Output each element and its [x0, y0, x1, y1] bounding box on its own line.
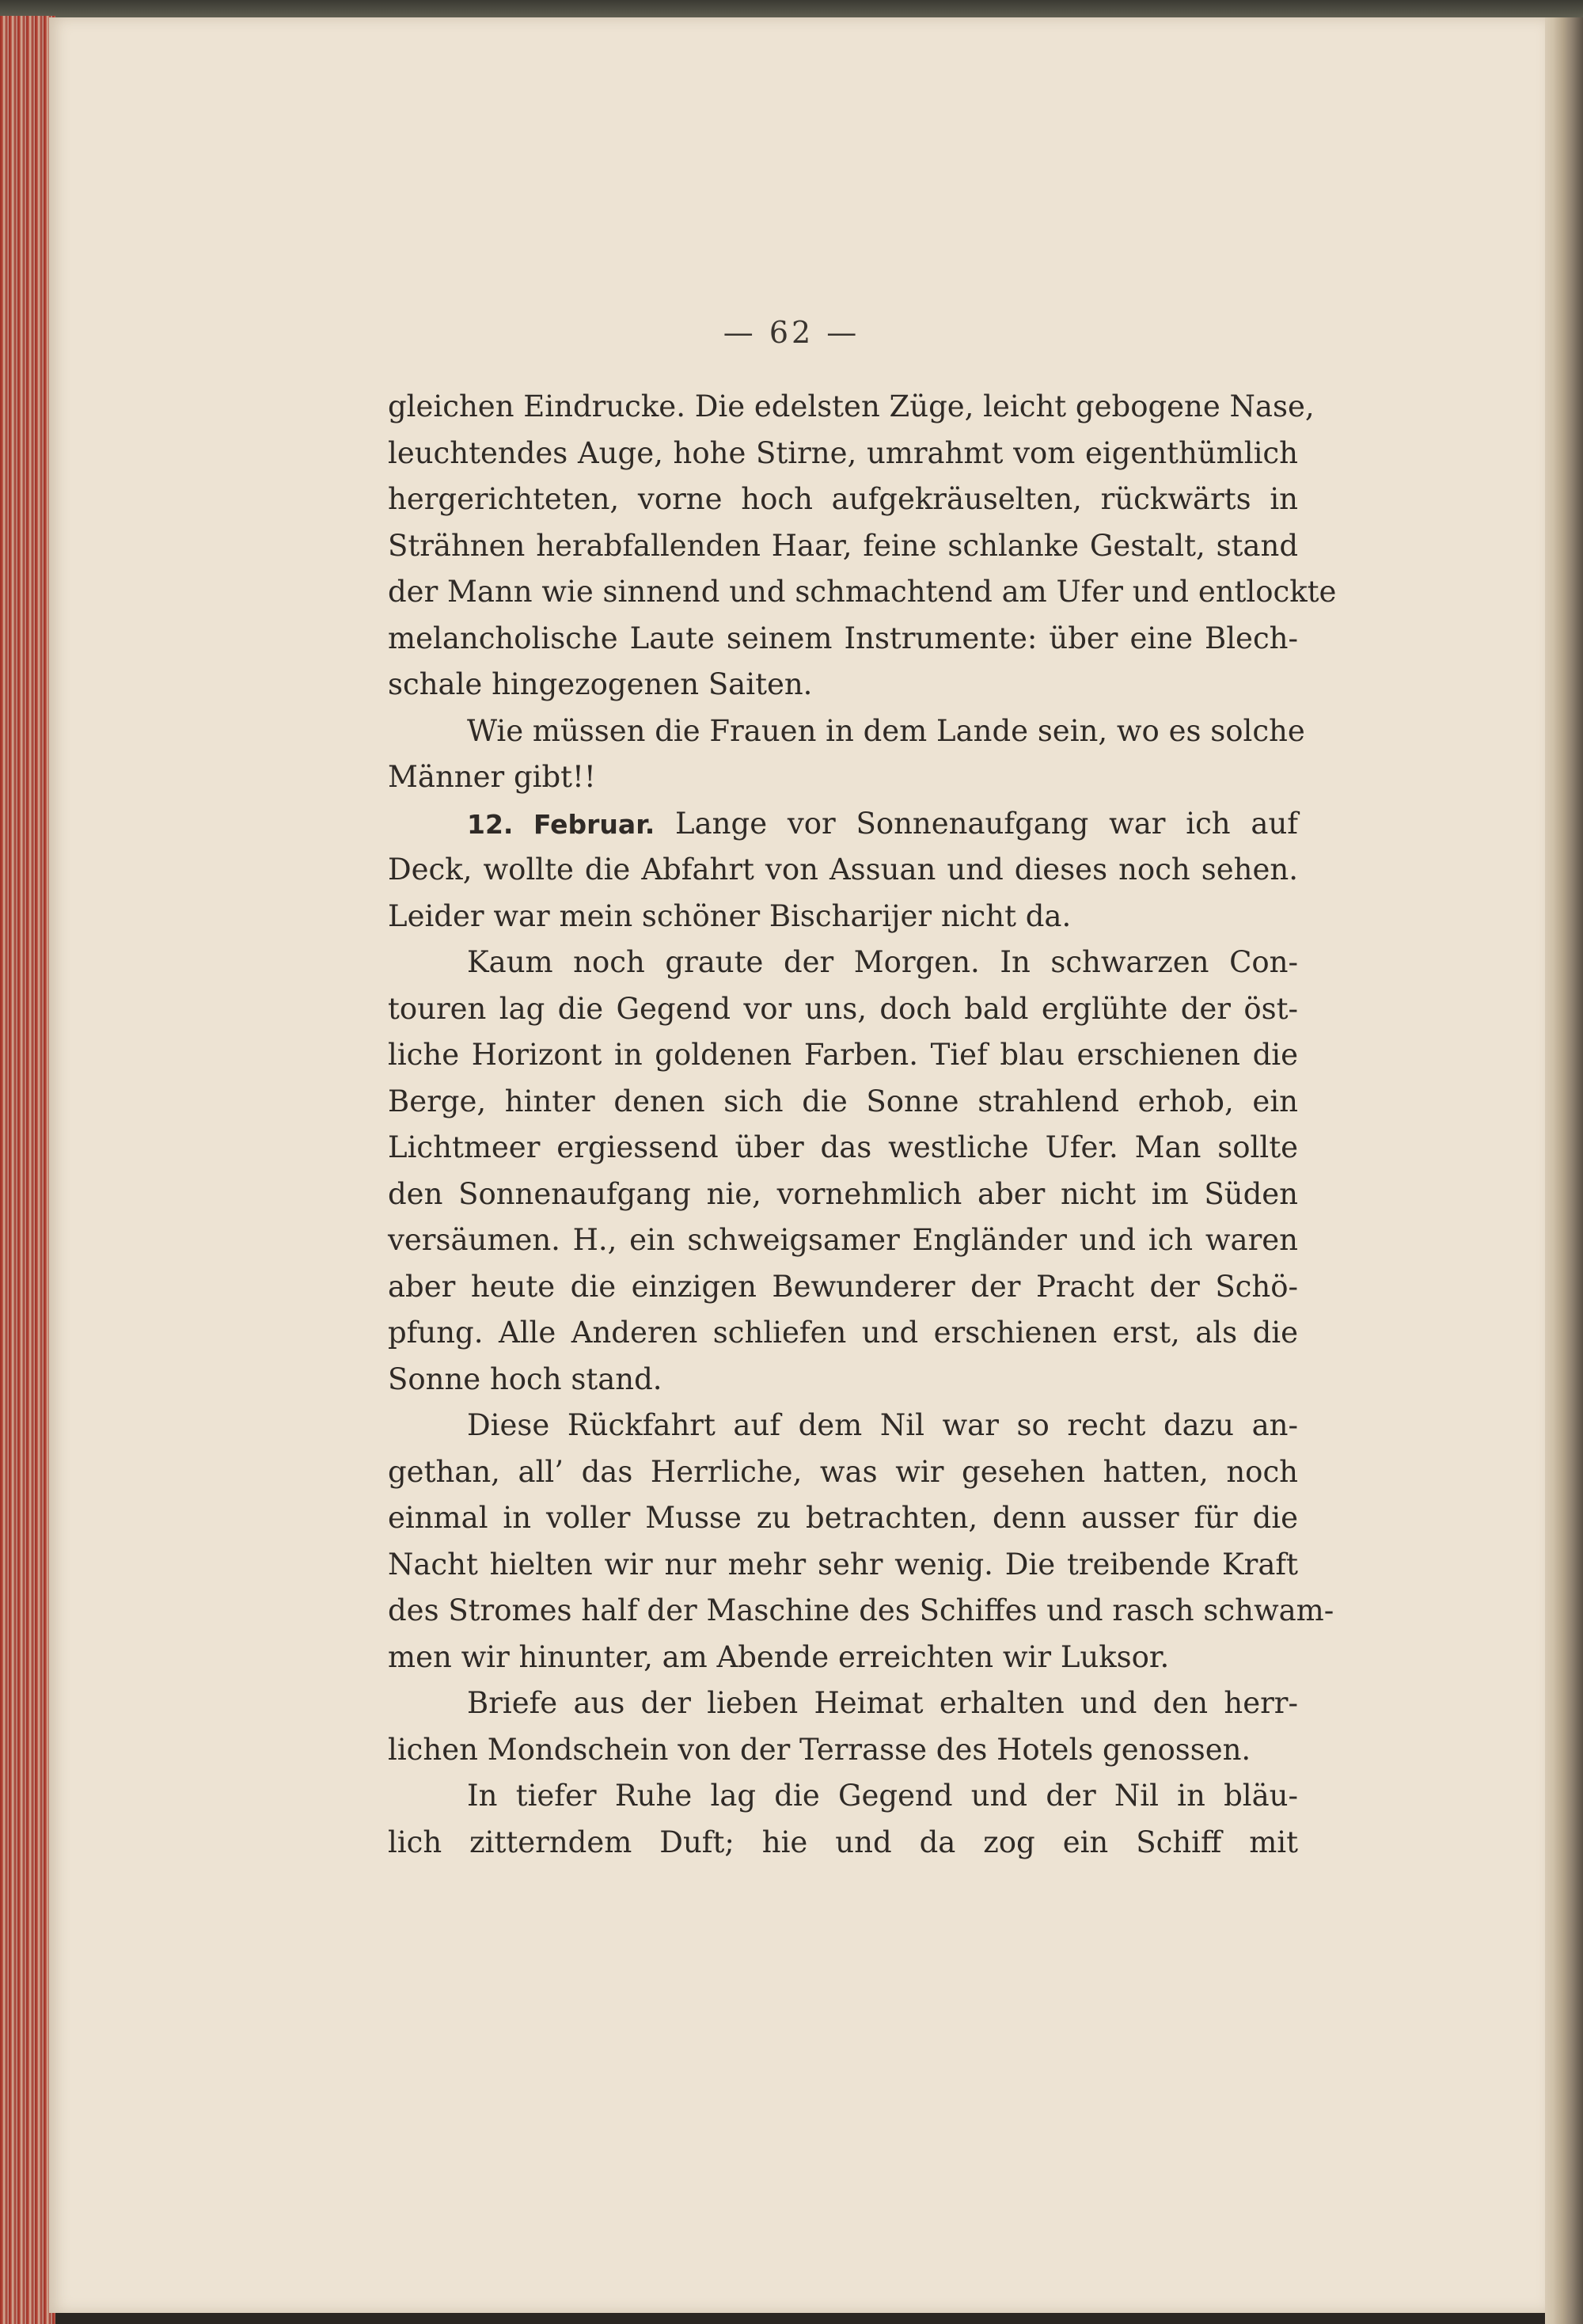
text-line [388, 708, 1305, 755]
text-line-content: pfung. Alle Anderen schliefen und erschienen erst, als die [388, 1316, 1298, 1350]
text-line-content: Deck, wollte die Abfahrt von Assuan und dieses noch sehen. [388, 853, 1298, 887]
text-line-content: touren lag die Gegend vor uns, doch bald erglühte der öst- [388, 991, 1298, 1026]
body-text [388, 384, 1337, 1866]
text-line-content: einmal in voller Musse zu betrachten, denn ausser für die [388, 1501, 1298, 1535]
text-line-content: schale hingezogenen Saiten. [388, 667, 813, 701]
text-line [388, 1820, 1298, 1866]
text-line-content: der Mann wie sinnend und schmachtend am Ufer und entlockte [388, 575, 1337, 609]
text-line-content: den Sonnenaufgang nie, vornehmlich aber nicht im Süden [388, 1176, 1298, 1211]
text-line [388, 1357, 1298, 1403]
text-line-content: Diese Rückfahrt auf dem Nil war so recht dazu an- [467, 1408, 1298, 1442]
text-line-content: men wir hinunter, am Abende erreichten wir Luksor. [388, 1639, 1170, 1674]
text-line [388, 662, 1298, 708]
text-line-content: Briefe aus der lieben Heimat erhalten und den herr- [467, 1686, 1298, 1720]
text-line [388, 1635, 1298, 1681]
text-line [388, 894, 1298, 940]
text-line [388, 754, 1298, 801]
text-line-content: Wie müssen die Frauen in dem Lande sein, wo es solche [467, 713, 1305, 748]
book-right-edge [1545, 17, 1583, 2324]
text-line [388, 523, 1298, 570]
text-line-content: gethan, all’ das Herrliche, was wir gesehen hatten, noch [388, 1454, 1298, 1489]
text-line-content: Nacht hielten wir nur mehr sehr wenig. Die treibende Kraft [388, 1547, 1298, 1582]
text-line [388, 1495, 1298, 1542]
text-line-content: Männer gibt!! [388, 760, 596, 794]
text-line [388, 1310, 1298, 1357]
text-line [388, 1125, 1298, 1171]
page-number: — 62 — [723, 315, 860, 350]
text-line [388, 940, 1298, 986]
text-line [388, 384, 1315, 431]
text-line-content: Lichtmeer ergiessend über das westliche Ufer. Man sollte [388, 1130, 1298, 1164]
entry-date: 12. Februar. [467, 808, 655, 840]
text-line-content: lichen Mondschein von der Terrasse des Hotels genossen. [388, 1732, 1251, 1767]
text-line-content: melancholische Laute seinem Instrumente: über eine Blech- [388, 621, 1298, 655]
text-line-content: liche Horizont in goldenen Farben. Tief blau erschienen die [388, 1038, 1298, 1072]
text-line-content: hergerichteten, vorne hoch aufgekräuselten, rückwärts in [388, 482, 1298, 516]
text-line [388, 477, 1298, 523]
text-line [388, 1449, 1298, 1496]
text-line [388, 1079, 1298, 1126]
text-line [388, 1773, 1298, 1820]
text-line-content: Berge, hinter denen sich die Sonne strahlend erhob, ein [388, 1084, 1298, 1118]
text-line-content: versäumen. H., ein schweigsamer Engländer und ich waren [388, 1223, 1298, 1257]
text-line [388, 1032, 1298, 1079]
text-line [388, 1727, 1298, 1774]
text-line-content: gleichen Eindrucke. Die edelsten Züge, leicht gebogene Nase, [388, 389, 1315, 423]
text-line-content: Strähnen herabfallenden Haar, feine schlanke Gestalt, stand [388, 528, 1298, 563]
text-line-content: Lange vor Sonnenaufgang war ich auf [655, 806, 1298, 841]
text-line [388, 1588, 1334, 1635]
text-line [388, 801, 1298, 848]
text-line [388, 1171, 1298, 1218]
text-line-content: aber heute die einzigen Bewunderer der Pracht der Schö- [388, 1269, 1298, 1304]
text-line [388, 1680, 1298, 1727]
text-line [388, 1403, 1298, 1449]
text-line-content: Sonne hoch stand. [388, 1361, 662, 1396]
text-line [388, 1217, 1298, 1264]
text-line [388, 847, 1298, 894]
text-line-content: Kaum noch graute der Morgen. In schwarzen Con- [467, 945, 1298, 979]
text-line [388, 986, 1298, 1033]
text-line [388, 616, 1298, 663]
text-line [388, 1542, 1298, 1589]
text-line-content: lich zitterndem Duft; hie und da zog ein Schiff mit [388, 1825, 1298, 1859]
text-line [388, 431, 1298, 477]
text-line-content: In tiefer Ruhe lag die Gegend und der Nil in bläu- [467, 1779, 1298, 1813]
text-line-content: des Stromes half der Maschine des Schiffes und rasch schwam- [388, 1593, 1334, 1627]
text-line-content: leuchtendes Auge, hohe Stirne, umrahmt vom eigenthümlich [388, 435, 1298, 470]
book-page-edges [0, 16, 55, 2324]
text-line-content: Leider war mein schöner Bischarijer nicht da. [388, 898, 1072, 933]
text-line [388, 569, 1337, 616]
text-line [388, 1264, 1298, 1311]
